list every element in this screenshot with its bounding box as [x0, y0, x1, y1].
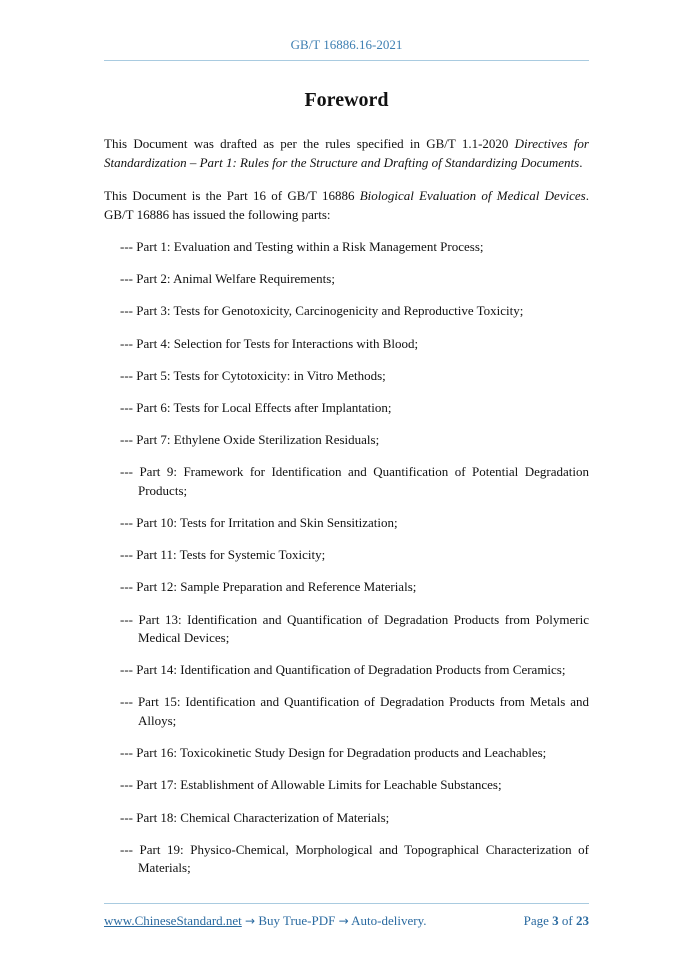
- paragraph-text: This Document was drafted as per the rules specified in GB/T 1.1-2020: [104, 136, 515, 151]
- list-item: --- Part 13: Identification and Quantification of Degradation Products from Polymeric Medical Devices;: [120, 611, 589, 646]
- total-pages: 23: [576, 913, 589, 928]
- list-item: --- Part 6: Tests for Local Effects after Implantation;: [120, 399, 392, 415]
- list-item: --- Part 18: Chemical Characterization of Materials;: [120, 809, 390, 825]
- standard-title-italic: Directives for Standardization – Part 1: Rules for the Structure and Drafting of Standardizing Documents: [104, 136, 589, 170]
- paragraph-text: .: [579, 155, 583, 170]
- page-label: Page: [523, 913, 553, 928]
- intro-paragraph-1: [104, 134, 589, 172]
- arrow-right-icon: →: [338, 914, 349, 928]
- list-item: --- Part 16: Toxicokinetic Study Design for Degradation products and Leachables;: [120, 745, 547, 761]
- list-item: --- Part 12: Sample Preparation and Reference Materials;: [120, 579, 417, 595]
- list-item: --- Part 9: Framework for Identification and Quantification of Potential Degradation Products;: [120, 464, 589, 498]
- buy-text: Buy True-PDF: [255, 913, 339, 928]
- list-item: --- Part 15: Identification and Quantification of Degradation Products from Metals and Alloys;: [120, 694, 589, 728]
- document-body: [104, 134, 589, 891]
- paragraph-text: This Document is the Part 16 of GB/T 16886: [104, 188, 360, 203]
- parts-list: [104, 238, 589, 878]
- document-code-header: GB/T 16886.16-2021: [290, 37, 403, 52]
- list-item: --- Part 5: Tests for Cytotoxicity: in Vitro Methods;: [120, 367, 386, 383]
- footer-promo: [104, 913, 427, 929]
- list-item: --- Part 17: Establishment of Allowable Limits for Leachable Substances;: [120, 777, 502, 793]
- list-item: --- Part 4: Selection for Tests for Interactions with Blood;: [120, 335, 419, 351]
- header-divider: [104, 60, 589, 61]
- page-footer: [104, 913, 589, 929]
- page-of-label: of: [558, 913, 576, 928]
- current-page: 3: [552, 913, 559, 928]
- list-item: --- Part 7: Ethylene Oxide Sterilization Residuals;: [120, 432, 380, 448]
- list-item: --- Part 3: Tests for Genotoxicity, Carcinogenicity and Reproductive Toxicity;: [120, 303, 524, 319]
- list-item: --- Part 2: Animal Welfare Requirements;: [120, 271, 335, 287]
- page-title: Foreword: [304, 89, 389, 111]
- list-item: --- Part 14: Identification and Quantification of Degradation Products from Ceramics;: [120, 662, 566, 678]
- footer-divider: [104, 903, 589, 904]
- paragraph-text: . GB/T 16886 has issued the following parts:: [104, 188, 589, 222]
- list-item: --- Part 10: Tests for Irritation and Skin Sensitization;: [120, 515, 398, 530]
- website-link[interactable]: www.ChineseStandard.net: [104, 913, 242, 928]
- arrow-right-icon: →: [245, 914, 256, 928]
- delivery-text: Auto-delivery.: [348, 913, 427, 928]
- page-number: [524, 913, 589, 929]
- list-item: --- Part 11: Tests for Systemic Toxicity;: [120, 547, 326, 563]
- list-item: --- Part 1: Evaluation and Testing within a Risk Management Process;: [120, 239, 484, 254]
- intro-paragraph-2: [104, 186, 589, 224]
- list-item: --- Part 19: Physico-Chemical, Morphological and Topographical Characterization of Materials;: [120, 841, 589, 876]
- standard-title-italic: Biological Evaluation of Medical Devices: [359, 188, 586, 203]
